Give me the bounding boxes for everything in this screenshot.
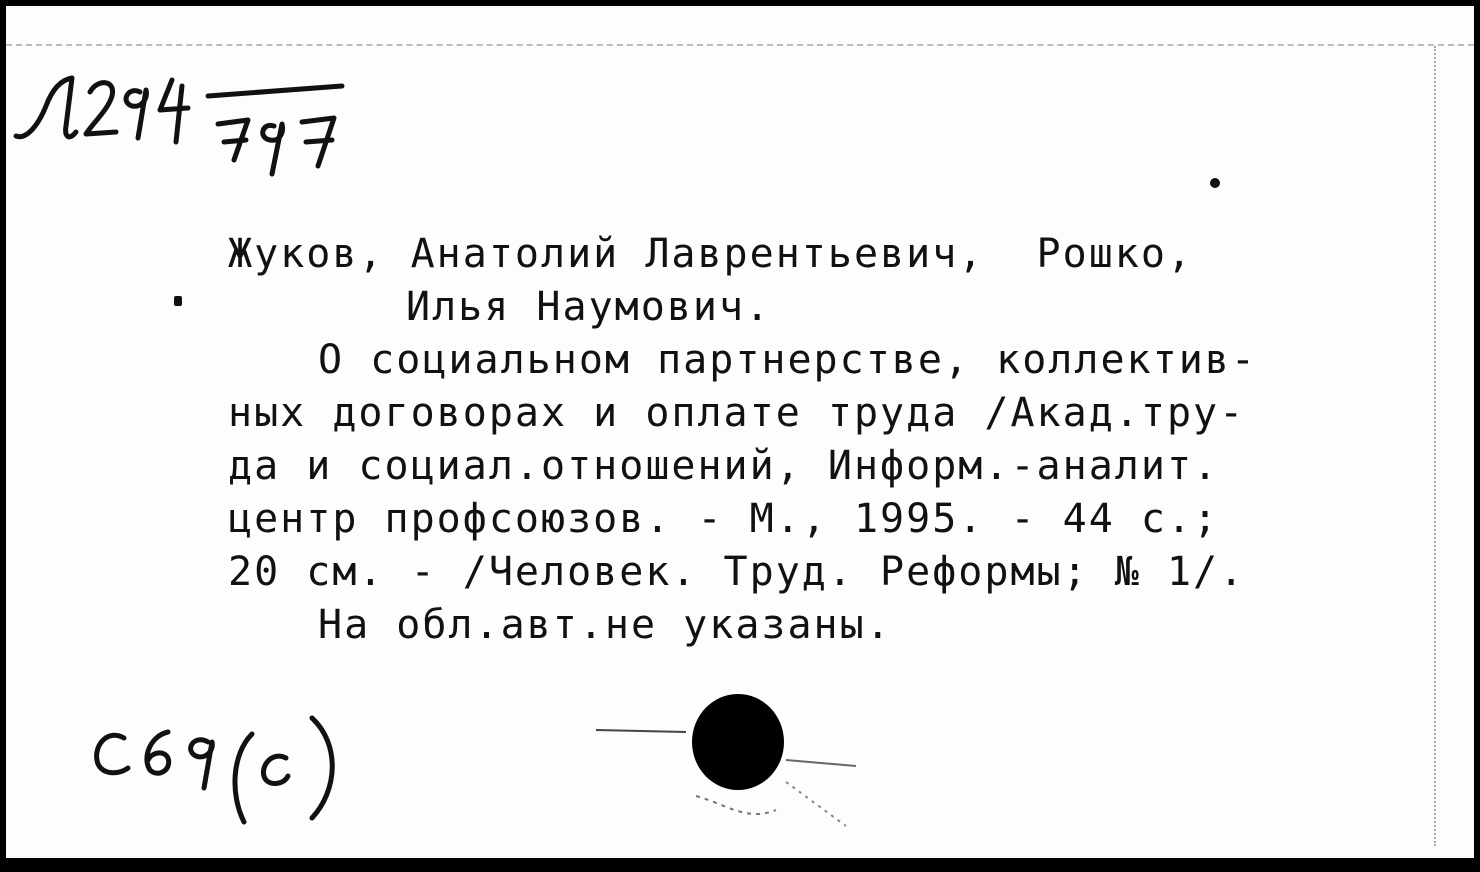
- bibliographic-entry: [228, 228, 1378, 652]
- punched-hole: [546, 686, 906, 836]
- entry-line-imprint: центр профсоюзов. - М., 1995. - 44 с.;: [228, 496, 1220, 542]
- entry-line-title-cont: ных договорах и оплате труда /Акад.тру-: [228, 390, 1246, 436]
- stray-speck: [1210, 178, 1220, 188]
- entry-line-coauthor: Илья Наумович.: [406, 284, 772, 330]
- right-dotted-rule: [1434, 46, 1436, 846]
- handwritten-classification-mark: [90, 714, 360, 834]
- entry-line-note: На обл.авт.не указаны.: [318, 602, 892, 648]
- entry-line-publisher: да и социал.отношений, Информ.-аналит.: [228, 443, 1220, 489]
- entry-line-author: Жуков, Анатолий Лаврентьевич, Рошко,: [228, 231, 1194, 277]
- top-dashed-rule: [6, 44, 1474, 46]
- stray-mark: [174, 296, 182, 306]
- entry-line-series: 20 см. - /Человек. Труд. Реформы; № 1/.: [228, 549, 1246, 595]
- handwritten-shelf-mark: [12, 66, 352, 186]
- entry-line-title: О социальном партнерстве, коллектив-: [318, 337, 1257, 383]
- catalog-card: [6, 6, 1474, 858]
